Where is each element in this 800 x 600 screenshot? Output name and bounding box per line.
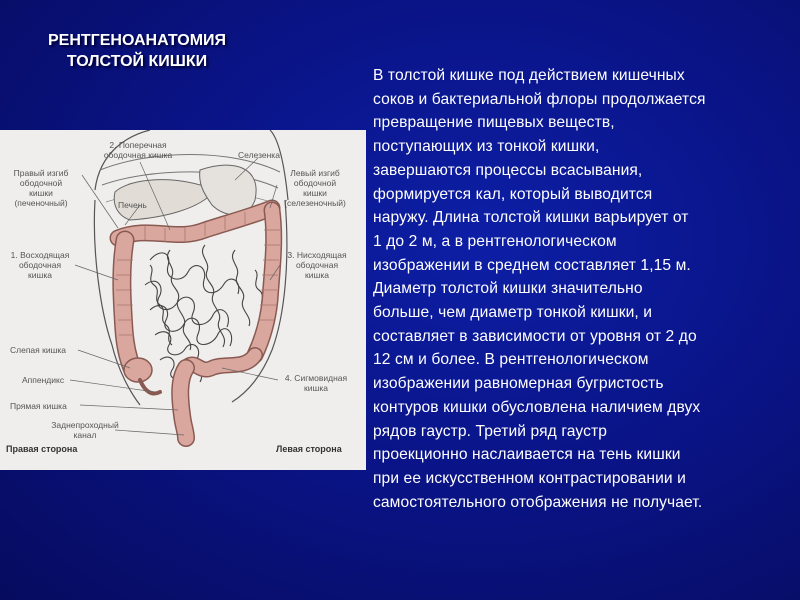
label-line: ободочная bbox=[295, 260, 339, 270]
label-transverse-colon bbox=[83, 140, 193, 160]
label-line: 3. Нисходящая bbox=[287, 250, 347, 260]
label-line: (селезеночный) bbox=[284, 198, 346, 208]
label-line: 4. Сигмовидная bbox=[284, 373, 348, 383]
label-line: канал bbox=[73, 430, 97, 440]
body-line: 1 до 2 м, а в рентгенологическом bbox=[373, 232, 617, 250]
label-anal-canal bbox=[40, 420, 130, 440]
label-line: кишка bbox=[28, 270, 52, 280]
body-line: контуров кишки обусловлена наличием двух bbox=[373, 398, 701, 416]
label-line: кишки bbox=[303, 188, 327, 198]
body-line: 12 см и более. В рентгенологическом bbox=[373, 351, 649, 369]
label-line: кишка bbox=[304, 383, 328, 393]
body-line: соков и бактериальной флоры продолжается bbox=[373, 90, 706, 108]
label-line: 2. Поперечная bbox=[109, 140, 167, 150]
label-left-side: Левая сторона bbox=[276, 444, 342, 454]
slide-title bbox=[12, 30, 262, 72]
label-liver bbox=[118, 200, 147, 210]
colon-anatomy-illustration bbox=[0, 130, 366, 470]
label-line: ободочная кишка bbox=[103, 150, 173, 160]
label-line: ободочной bbox=[19, 178, 63, 188]
label-line: Слепая кишка bbox=[10, 345, 67, 355]
body-line: больше, чем диаметр тонкой кишки, и bbox=[373, 304, 653, 322]
label-spleen bbox=[238, 150, 280, 160]
label-right-flexure bbox=[6, 168, 76, 208]
title-line: ТОЛСТОЙ КИШКИ bbox=[66, 53, 208, 70]
label-sigmoid-colon bbox=[275, 373, 357, 393]
body-line: завершаются процессы всасывания, bbox=[373, 161, 643, 179]
label-line: Аппендикс bbox=[22, 375, 65, 385]
label-line: кишки bbox=[29, 188, 53, 198]
label-line: Печень bbox=[118, 200, 147, 210]
label-line: (печеночный) bbox=[14, 198, 68, 208]
label-line: 1. Восходящая bbox=[10, 250, 70, 260]
label-line: кишка bbox=[305, 270, 329, 280]
label-ascending-colon bbox=[4, 250, 76, 280]
body-line: Диаметр толстой кишки значительно bbox=[373, 280, 643, 298]
body-line: изображении в среднем составляет 1,15 м. bbox=[373, 256, 691, 274]
label-left-flexure bbox=[275, 168, 355, 208]
label-cecum bbox=[10, 345, 66, 355]
label-appendix bbox=[22, 375, 64, 385]
body-line: проекционно наслаивается на тень кишки bbox=[373, 446, 681, 464]
label-line: ободочная bbox=[18, 260, 62, 270]
label-descending-colon bbox=[277, 250, 357, 280]
body-line: рядов гаустр. Третий ряд гаустр bbox=[373, 422, 607, 440]
label-right-side: Правая сторона bbox=[6, 444, 78, 454]
body-line: формируется кал, который выводится bbox=[373, 185, 653, 203]
body-line: самостоятельного отображения не получает. bbox=[373, 493, 703, 511]
label-line: ободочной bbox=[293, 178, 337, 188]
body-line: поступающих из тонкой кишки, bbox=[373, 138, 600, 156]
label-line: Правый изгиб bbox=[13, 168, 69, 178]
label-line: Левый изгиб bbox=[290, 168, 340, 178]
body-line: наружу. Длина толстой кишки варьирует от bbox=[373, 209, 689, 227]
label-line: Заднепроходный bbox=[51, 420, 119, 430]
body-line: изображении равномерная бугристость bbox=[373, 375, 664, 393]
body-line: превращение пищевых веществ, bbox=[373, 114, 615, 132]
body-line: В толстой кишке под действием кишечных bbox=[373, 67, 685, 84]
label-line: Прямая кишка bbox=[10, 401, 67, 411]
title-line: РЕНТГЕНОАНАТОМИЯ bbox=[47, 32, 227, 49]
label-line: Селезенка bbox=[238, 150, 280, 160]
body-line: при ее искусственном контрастировании и bbox=[373, 469, 686, 487]
body-paragraph bbox=[373, 64, 795, 514]
body-line: составляет в зависимости от уровня от 2 до bbox=[373, 327, 697, 345]
label-rectum bbox=[10, 401, 67, 411]
